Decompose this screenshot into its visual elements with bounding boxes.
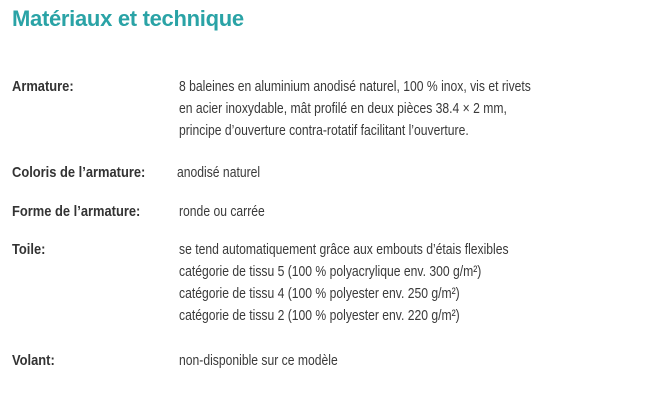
spec-value-line: 8 baleines en aluminium anodisé naturel, 100 % inox, vis et rivets [179, 78, 531, 95]
spec-value [179, 76, 616, 142]
spec-value-line: se tend automatiquement grâce aux embouts d’étais flexibles [179, 241, 509, 258]
spec-value [177, 162, 614, 184]
spec-label: Forme de l’armature: [12, 203, 141, 220]
spec-value [179, 350, 616, 372]
spec-value-line: principe d’ouverture contra-rotatif facilitant l’ouverture. [179, 122, 469, 139]
spec-value [179, 201, 616, 223]
spec-value-line: non-disponible sur ce modèle [179, 352, 338, 369]
spec-value-line: catégorie de tissu 5 (100 % polyacrylique env. 300 g/m²) [179, 263, 482, 280]
spec-value-line: en acier inoxydable, mât profilé en deux pièces 38.4 × 2 mm, [179, 100, 507, 117]
spec-label: Volant: [12, 352, 55, 369]
spec-value-line: catégorie de tissu 2 (100 % polyester env. 220 g/m²) [179, 307, 460, 324]
spec-label: Coloris de l’armature: [12, 164, 146, 181]
spec-value-line: catégorie de tissu 4 (100 % polyester env. 250 g/m²) [179, 285, 460, 302]
spec-value-line: anodisé naturel [177, 164, 261, 181]
spec-label: Toile: [12, 241, 46, 258]
spec-label: Armature: [12, 78, 74, 95]
section-title: Matériaux et technique [12, 6, 244, 31]
spec-value-line: ronde ou carrée [179, 203, 265, 220]
spec-value [179, 239, 616, 327]
